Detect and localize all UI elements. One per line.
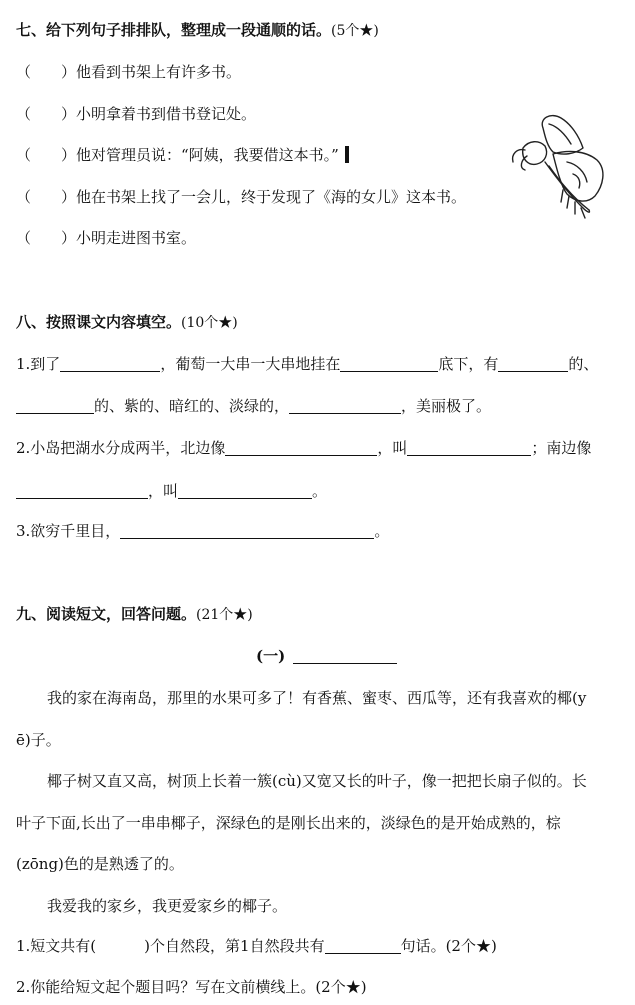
section-8-heading: 八、按照课文内容填空。 [16,313,182,331]
section-7-item-3-text: （ ）他对管理员说：“阿姨，我要借这本书。” [16,146,339,164]
q2-text: ，叫 [377,439,408,457]
section-9-heading: 九、阅读短文，回答问题。 [16,605,197,623]
section-8-q2-line2 [16,481,327,501]
section-7-title [16,20,379,41]
q1-text: 底下，有 [438,355,499,373]
answer-blank[interactable] [60,355,160,372]
answer-blank[interactable] [498,355,568,372]
section-7-item-2: （ ）小明拿着书到借书登记处。 [16,105,257,123]
answer-blank[interactable] [16,482,148,499]
q2-text: 2.小岛把湖水分成两半，北边像 [16,439,226,457]
q1-text: 的、紫的、暗红的、淡绿的， [94,397,290,415]
section-7-item-5: （ ）小明走进图书室。 [16,229,197,247]
paragraph-1-line-2: ē)子。 [16,731,61,749]
q1-text: 的、 [568,355,599,373]
section-9-q1 [16,936,497,956]
paragraph-2-line-1: 椰子树又直又高，树顶上长着一簇(cù)又宽又长的叶子，像一把把长扇子似的。长 [47,772,587,790]
paragraph-2-line-2: 叶子下面,长出了一串串椰子，深绿色的是刚长出来的，淡绿色的是开始成熟的，棕 [16,814,561,832]
section-7-item-1: （ ）他看到书架上有许多书。 [16,63,242,81]
section-8-q1-line1 [16,354,598,374]
passage-title [256,646,397,666]
answer-blank[interactable] [340,355,438,372]
section-9-meta: (21个★) [196,607,253,623]
paragraph-3: 我爱我的家乡，我更爱家乡的椰子。 [47,897,288,915]
paragraph-2-line-3: (zōng)色的是熟透了的。 [16,855,184,873]
q3-text: 。 [374,522,390,540]
q1-text: 1.短文共有( [16,937,97,955]
q1-text: )个自然段，第1自然段共有 [144,937,325,955]
section-7-heading: 七、给下列句子排排队，整理成一段通顺的话。 [16,21,332,39]
q1-text: ，美丽极了。 [401,397,492,415]
q2-text: 。 [312,482,328,500]
section-7-meta: (5个★) [331,23,379,39]
answer-blank[interactable] [289,397,401,414]
answer-blank[interactable] [407,439,531,456]
q2-text: ；南边像 [531,439,592,457]
q1-text: 1.到了 [16,355,61,373]
section-7-item-3 [16,145,349,165]
section-9-q2: 2.你能给短文起个题目吗？写在文前横线上。(2个★) [16,978,367,996]
text-cursor-mark [345,146,349,163]
section-8-q3 [16,521,389,541]
answer-blank[interactable] [325,937,401,954]
answer-blank[interactable] [225,439,377,456]
answer-blank[interactable] [178,482,312,499]
q1-text: ，葡萄一大串一大串地挂在 [160,355,341,373]
section-8-q2-line1 [16,438,591,458]
section-9-title [16,604,253,625]
section-8-title [16,312,238,333]
passage-title-blank[interactable] [293,647,397,664]
section-8-meta: (10个★) [181,315,238,331]
section-7-item-4: （ ）他在书架上找了一会儿，终于发现了《海的女儿》这本书。 [16,188,467,206]
answer-blank[interactable] [16,397,94,414]
butterfly-drawing-icon [505,110,615,225]
q2-text: ，叫 [148,482,179,500]
section-8-q1-line2 [16,396,491,416]
answer-blank[interactable] [120,522,374,539]
paragraph-1-line-1: 我的家在海南岛，那里的水果可多了！有香蕉、蜜枣、西瓜等，还有我喜欢的椰(y [47,689,587,707]
passage-number: (一) [256,647,286,665]
q1-text: 句话。(2个★) [400,937,497,955]
q3-text: 3.欲穷千里目， [16,522,121,540]
